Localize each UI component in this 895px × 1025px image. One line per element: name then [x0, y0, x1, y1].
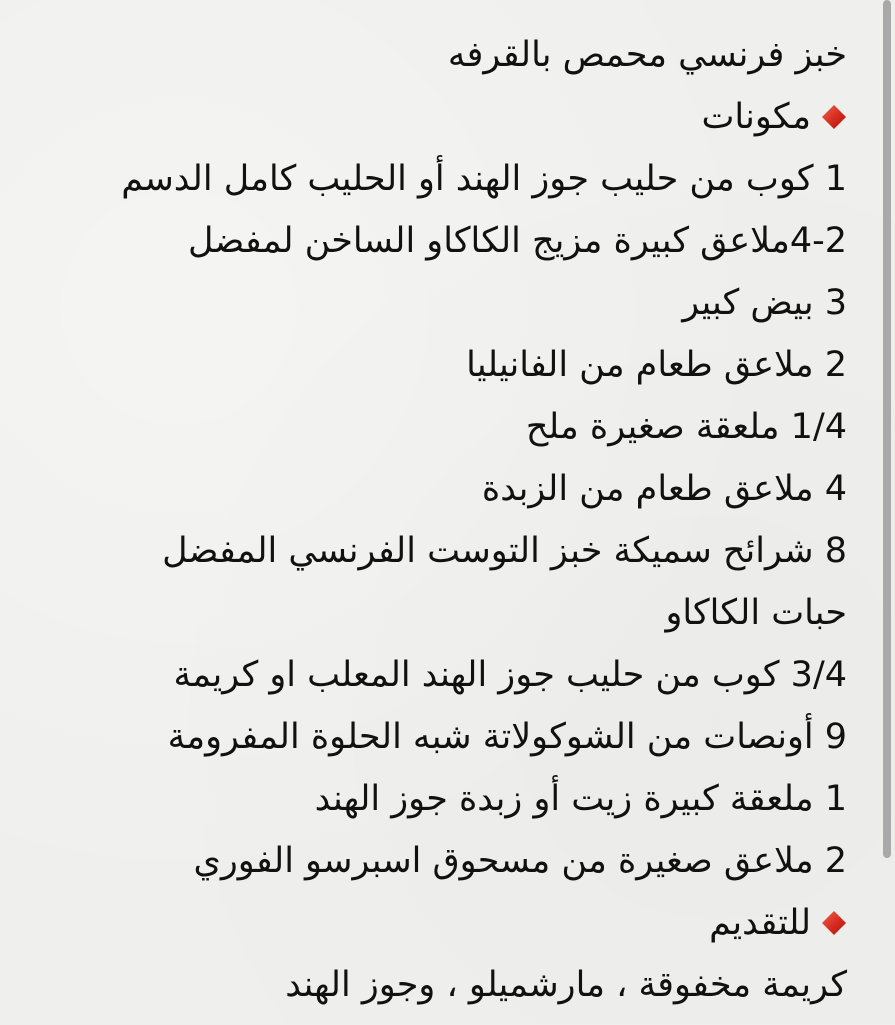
ingredient-line: 1/4 ملعقة صغيرة ملح [525, 407, 847, 447]
ingredient-line: 2 ملاعق طعام من الفانيليا [466, 345, 847, 385]
chips-ingredient-line: 1 ملعقة كبيرة زيت أو زبدة جوز الهند [314, 779, 847, 819]
red-diamond-icon [821, 104, 847, 130]
ingredient-line: 4 ملاعق طعام من الزبدة [481, 469, 847, 509]
serving-header: للتقديم [27, 901, 847, 963]
ingredients-header: مكونات [27, 95, 847, 157]
red-diamond-icon [821, 910, 847, 936]
recipe-title: خبز فرنسي محمص بالقرفه [447, 35, 847, 75]
chips-ingredient-line: 3/4 كوب من حليب جوز الهند المعلب او كريمة [173, 655, 847, 695]
ingredient-line: 4-2ملاعق كبيرة مزيج الكاكاو الساخن لمفضل [188, 221, 847, 261]
ingredient-line: 8 شرائح سميكة خبز التوست الفرنسي المفضل [162, 531, 847, 571]
note-body [27, 33, 847, 1025]
cocoa-chips-header: حبات الكاكاو [665, 593, 847, 633]
ingredient-line: 3 بيض كبير [682, 283, 847, 323]
chips-ingredient-line: 9 أونصات من الشوكولاتة شبه الحلوة المفرومة [167, 717, 847, 757]
chips-ingredient-line: 2 ملاعق صغيرة من مسحوق اسبرسو الفوري [193, 841, 847, 881]
serving-line: كريمة مخفوقة ، مارشميلو ، وجوز الهند [285, 965, 847, 1005]
ingredient-line: 1 كوب من حليب جوز الهند أو الحليب كامل الدسم [121, 159, 847, 199]
vertical-scrollbar[interactable] [883, 0, 891, 858]
